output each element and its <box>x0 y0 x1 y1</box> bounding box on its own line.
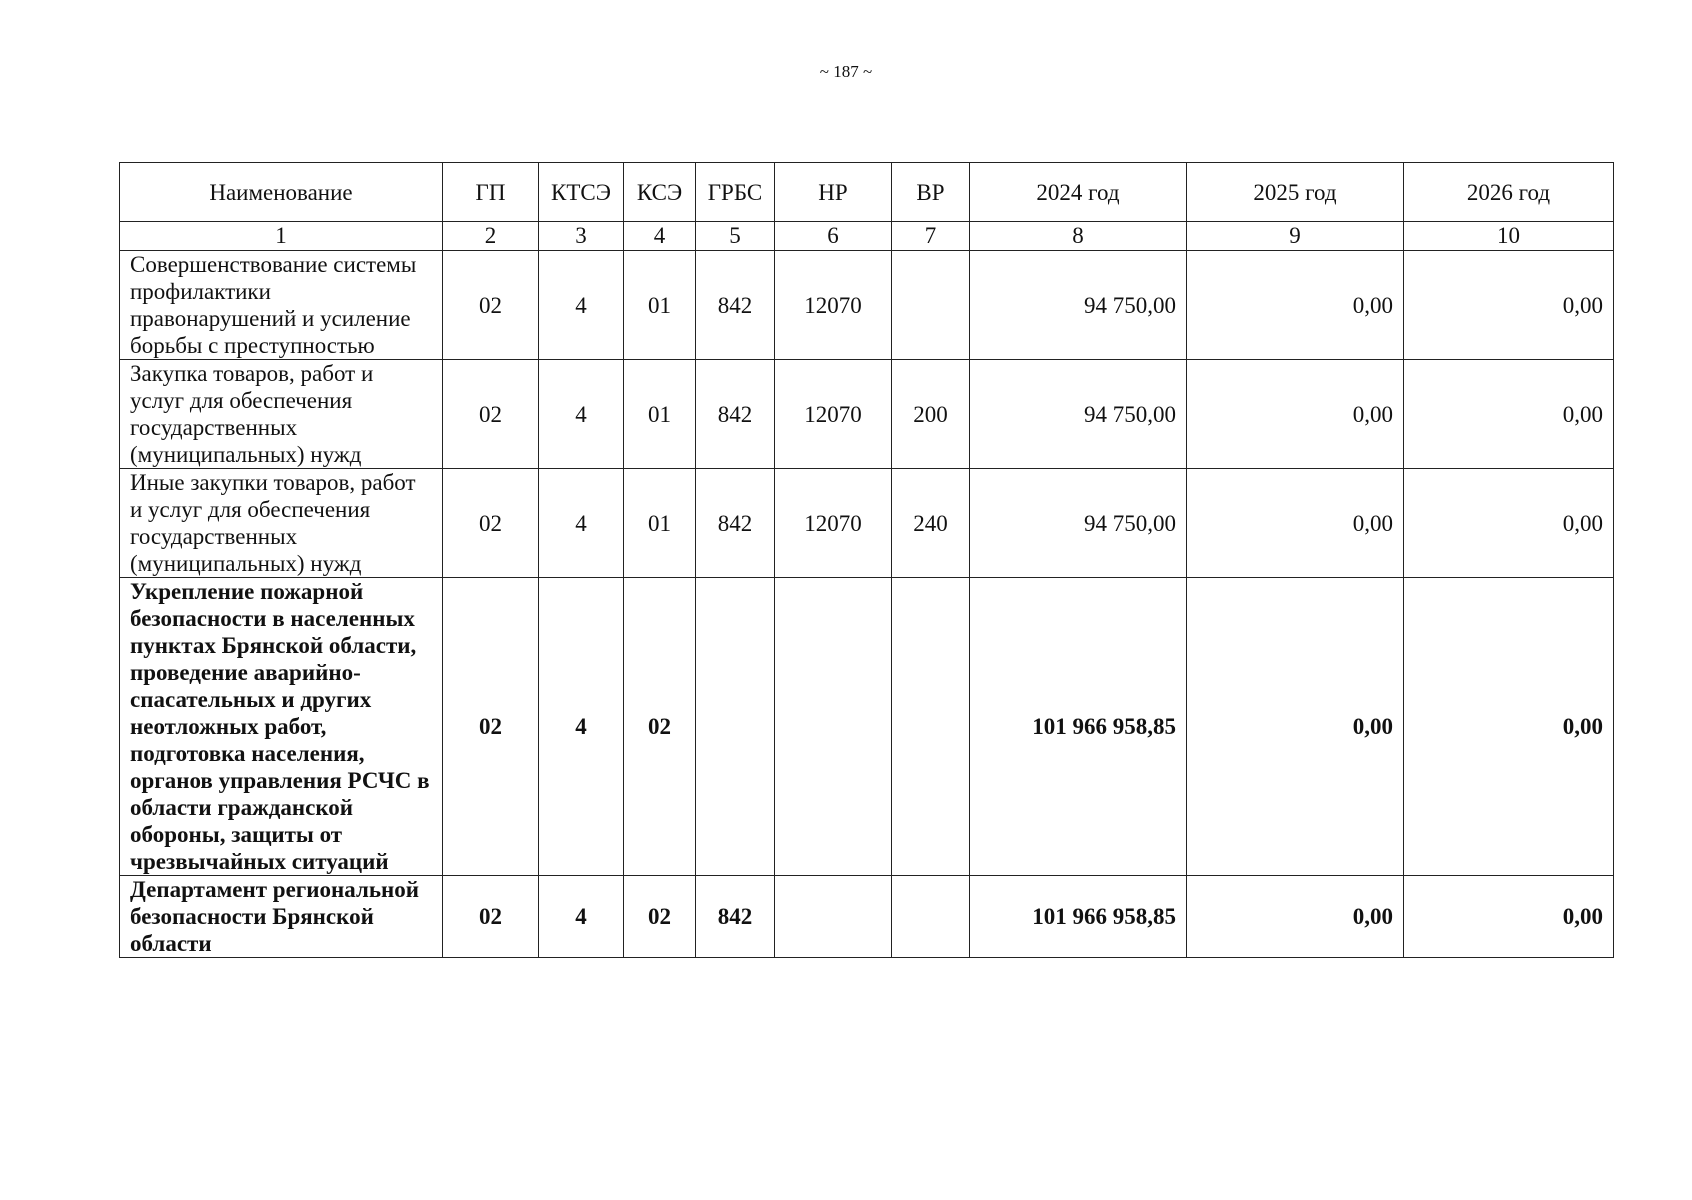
header-cell: КСЭ <box>624 163 696 222</box>
amount-2025-cell: 0,00 <box>1187 360 1404 469</box>
table-row <box>120 578 1614 876</box>
header-cell: ГРБС <box>696 163 775 222</box>
page-number: ~ 187 ~ <box>819 62 873 81</box>
header-row <box>120 163 1614 222</box>
table-row <box>120 469 1614 578</box>
vr-cell <box>892 876 970 958</box>
amount-2025-cell: 0,00 <box>1187 251 1404 360</box>
amount-2024-cell: 101 966 958,85 <box>970 876 1187 958</box>
table-row <box>120 360 1614 469</box>
nr-cell <box>775 578 892 876</box>
nr-cell: 12070 <box>775 469 892 578</box>
amount-2024-cell: 101 966 958,85 <box>970 578 1187 876</box>
budget-table <box>119 162 1614 958</box>
ktse-cell: 4 <box>539 578 624 876</box>
column-number-cell: 1 <box>120 222 443 251</box>
row-name: Укрепление пожарной безопасности в населенных пунктах Брянской области, проведение аварийно-спасательных и других неотложных работ, подготовка населения, органов управления РСЧС в области гражданской обороны, защиты от чрезвычайных ситуаций <box>120 578 443 876</box>
column-number-cell: 7 <box>892 222 970 251</box>
header-cell: 2024 год <box>970 163 1187 222</box>
column-number-cell: 9 <box>1187 222 1404 251</box>
amount-2026-cell: 0,00 <box>1404 876 1614 958</box>
table-row <box>120 876 1614 958</box>
amount-2026-cell: 0,00 <box>1404 360 1614 469</box>
amount-2024-cell: 94 750,00 <box>970 469 1187 578</box>
gp-cell: 02 <box>443 251 539 360</box>
nr-cell: 12070 <box>775 251 892 360</box>
header-cell: 2025 год <box>1187 163 1404 222</box>
header-cell: 2026 год <box>1404 163 1614 222</box>
amount-2024-cell: 94 750,00 <box>970 251 1187 360</box>
column-number-row <box>120 222 1614 251</box>
column-number-cell: 4 <box>624 222 696 251</box>
column-number-cell: 6 <box>775 222 892 251</box>
amount-2026-cell: 0,00 <box>1404 469 1614 578</box>
header-cell: НР <box>775 163 892 222</box>
header-cell: КТСЭ <box>539 163 624 222</box>
kse-cell: 02 <box>624 578 696 876</box>
ktse-cell: 4 <box>539 469 624 578</box>
nr-cell: 12070 <box>775 360 892 469</box>
grbs-cell: 842 <box>696 876 775 958</box>
kse-cell: 01 <box>624 251 696 360</box>
header-cell: ВР <box>892 163 970 222</box>
gp-cell: 02 <box>443 469 539 578</box>
kse-cell: 02 <box>624 876 696 958</box>
grbs-cell: 842 <box>696 251 775 360</box>
amount-2026-cell: 0,00 <box>1404 578 1614 876</box>
table-row <box>120 251 1614 360</box>
vr-cell <box>892 251 970 360</box>
row-name: Закупка товаров, работ и услуг для обеспечения государственных (муниципальных) нужд <box>120 360 443 469</box>
row-name: Совершенствование системы профилактики правонарушений и усиление борьбы с преступностью <box>120 251 443 360</box>
column-number-cell: 8 <box>970 222 1187 251</box>
column-number-cell: 3 <box>539 222 624 251</box>
ktse-cell: 4 <box>539 360 624 469</box>
amount-2025-cell: 0,00 <box>1187 578 1404 876</box>
kse-cell: 01 <box>624 469 696 578</box>
row-name: Департамент региональной безопасности Брянской области <box>120 876 443 958</box>
gp-cell: 02 <box>443 360 539 469</box>
grbs-cell: 842 <box>696 360 775 469</box>
nr-cell <box>775 876 892 958</box>
column-number-cell: 2 <box>443 222 539 251</box>
row-name: Иные закупки товаров, работ и услуг для обеспечения государственных (муниципальных) нужд <box>120 469 443 578</box>
table-body <box>120 251 1614 958</box>
ktse-cell: 4 <box>539 251 624 360</box>
amount-2024-cell: 94 750,00 <box>970 360 1187 469</box>
vr-cell: 240 <box>892 469 970 578</box>
vr-cell: 200 <box>892 360 970 469</box>
amount-2025-cell: 0,00 <box>1187 469 1404 578</box>
column-number-cell: 10 <box>1404 222 1614 251</box>
gp-cell: 02 <box>443 578 539 876</box>
grbs-cell: 842 <box>696 469 775 578</box>
kse-cell: 01 <box>624 360 696 469</box>
gp-cell: 02 <box>443 876 539 958</box>
ktse-cell: 4 <box>539 876 624 958</box>
header-cell: ГП <box>443 163 539 222</box>
column-number-cell: 5 <box>696 222 775 251</box>
table-header <box>120 163 1614 251</box>
grbs-cell <box>696 578 775 876</box>
amount-2025-cell: 0,00 <box>1187 876 1404 958</box>
header-cell: Наименование <box>120 163 443 222</box>
amount-2026-cell: 0,00 <box>1404 251 1614 360</box>
vr-cell <box>892 578 970 876</box>
